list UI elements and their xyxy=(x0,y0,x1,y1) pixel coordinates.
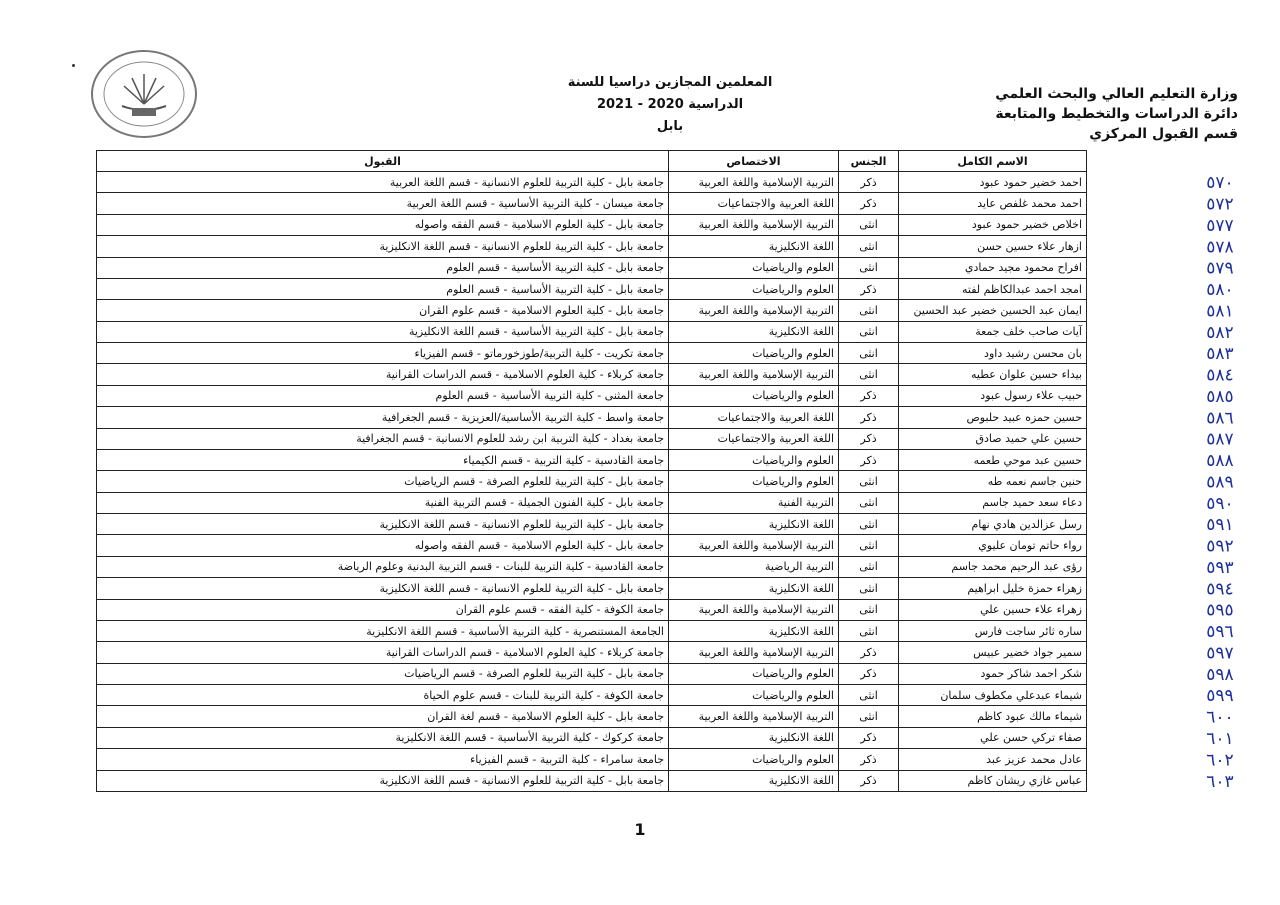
specialty-cell: اللغة الانكليزية xyxy=(669,727,839,748)
table-row xyxy=(97,214,1169,235)
name-cell: شيماء مالك عبود كاظم xyxy=(899,706,1087,727)
gender-cell: ذكر xyxy=(839,385,899,406)
table-row xyxy=(97,278,1169,299)
admission-cell: جامعة القادسية - كلية التربية - قسم الكيمياء xyxy=(97,449,669,470)
name-cell: افراح محمود مجيد حمادي xyxy=(899,257,1087,278)
table-row xyxy=(97,364,1169,385)
admission-cell: جامعة بابل - كلية الفنون الجميلة - قسم التربية الفنية xyxy=(97,492,669,513)
specialty-cell: العلوم والرياضيات xyxy=(669,663,839,684)
specialty-cell: التربية الإسلامية واللغة العربية xyxy=(669,214,839,235)
handwritten-number: ٥٨٣ xyxy=(1206,344,1234,365)
name-cell: بان محسن رشيد داود xyxy=(899,343,1087,364)
gender-cell: انثى xyxy=(839,257,899,278)
specialty-cell: اللغة العربية والاجتماعيات xyxy=(669,407,839,428)
scan-speck xyxy=(72,64,75,67)
gender-cell: ذكر xyxy=(839,770,899,792)
handwritten-number: ٦٠٠ xyxy=(1206,707,1234,728)
gender-cell: ذكر xyxy=(839,727,899,748)
name-cell: ساره ثائر ساجت فارس xyxy=(899,620,1087,641)
specialty-cell: اللغة العربية والاجتماعيات xyxy=(669,193,839,214)
row-number xyxy=(1087,599,1169,620)
handwritten-number: ٥٨٢ xyxy=(1206,322,1234,343)
admission-cell: جامعة بابل - كلية التربية الأساسية - قسم العلوم xyxy=(97,257,669,278)
specialty-cell: العلوم والرياضيات xyxy=(669,385,839,406)
admission-cell: جامعة بابل - كلية العلوم الاسلامية - قسم الفقه واصوله xyxy=(97,535,669,556)
gender-cell: انثى xyxy=(839,556,899,577)
handwritten-number: ٥٩٥ xyxy=(1206,600,1234,621)
number-column-header xyxy=(1087,151,1169,172)
specialty-cell: التربية الإسلامية واللغة العربية xyxy=(669,706,839,727)
name-column-header: الاسم الكامل xyxy=(899,151,1087,172)
admission-cell: جامعة سامراء - كلية التربية - قسم الفيزياء xyxy=(97,749,669,770)
row-number xyxy=(1087,620,1169,641)
name-cell: حبيب علاء رسول عبود xyxy=(899,385,1087,406)
gender-cell: انثى xyxy=(839,364,899,385)
admission-cell: جامعة بابل - كلية العلوم الاسلامية - قسم لغة القران xyxy=(97,706,669,727)
name-cell: صفاء تركي حسن علي xyxy=(899,727,1087,748)
handwritten-number: ٥٩٩ xyxy=(1206,686,1234,707)
table-row xyxy=(97,535,1169,556)
admission-cell: جامعة بابل - كلية التربية للعلوم الانسانية - قسم اللغة الانكليزية xyxy=(97,578,669,599)
table-row xyxy=(97,599,1169,620)
table-row xyxy=(97,321,1169,342)
table-row xyxy=(97,514,1169,535)
name-cell: بيداء حسين علوان عطيه xyxy=(899,364,1087,385)
row-number xyxy=(1087,727,1169,748)
specialty-cell: العلوم والرياضيات xyxy=(669,749,839,770)
name-cell: حسين عبد موحي طعمه xyxy=(899,449,1087,470)
row-number xyxy=(1087,321,1169,342)
admission-cell: جامعة المثنى - كلية التربية الأساسية - قسم العلوم xyxy=(97,385,669,406)
name-cell: امجد احمد عبدالكاظم لفته xyxy=(899,278,1087,299)
specialty-cell: التربية الإسلامية واللغة العربية xyxy=(669,535,839,556)
gender-cell: انثى xyxy=(839,578,899,599)
handwritten-number: ٥٨٩ xyxy=(1206,472,1234,493)
admission-cell: جامعة بابل - كلية التربية للعلوم الانسانية - قسم اللغة الانكليزية xyxy=(97,236,669,257)
admission-cell: جامعة بغداد - كلية التربية ابن رشد للعلوم الانسانية - قسم الجغرافية xyxy=(97,428,669,449)
specialty-cell: اللغة الانكليزية xyxy=(669,236,839,257)
handwritten-number: ٥٩٢ xyxy=(1206,536,1234,557)
row-number xyxy=(1087,193,1169,214)
handwritten-number: ٦٠١ xyxy=(1206,728,1234,749)
handwritten-number: ٥٨٤ xyxy=(1206,365,1234,386)
row-number xyxy=(1087,236,1169,257)
name-cell: احمد خضير حمود عبود xyxy=(899,172,1087,193)
ministry-seal-logo xyxy=(88,48,200,140)
row-number xyxy=(1087,172,1169,193)
ministry-line-2: دائرة الدراسات والتخطيط والمتابعة xyxy=(995,106,1238,122)
specialty-cell: اللغة الانكليزية xyxy=(669,620,839,641)
table-row xyxy=(97,642,1169,663)
title-line-2: الدراسية 2020 - 2021 xyxy=(596,97,744,112)
gender-cell: ذكر xyxy=(839,193,899,214)
gender-cell: انثى xyxy=(839,214,899,235)
gender-cell: انثى xyxy=(839,685,899,706)
table-row xyxy=(97,236,1169,257)
admission-cell: جامعة تكريت - كلية التربية/طوزخورماتو - قسم الفيزياء xyxy=(97,343,669,364)
ministry-line-1: وزارة التعليم العالي والبحث العلمي xyxy=(995,86,1238,102)
handwritten-number: ٥٩٧ xyxy=(1206,643,1234,664)
row-number xyxy=(1087,449,1169,470)
gender-cell: ذكر xyxy=(839,278,899,299)
row-number xyxy=(1087,471,1169,492)
name-cell: زهراء علاء حسين علي xyxy=(899,599,1087,620)
title-line-3: بابل xyxy=(656,119,684,134)
admission-cell: جامعة بابل - كلية العلوم الاسلامية - قسم الفقه واصوله xyxy=(97,214,669,235)
gender-cell: انثى xyxy=(839,492,899,513)
ministry-header xyxy=(978,84,1238,144)
handwritten-number: ٥٩٦ xyxy=(1206,622,1234,643)
gender-cell: انثى xyxy=(839,706,899,727)
handwritten-number: ٥٨١ xyxy=(1206,301,1234,322)
handwritten-number: ٥٩١ xyxy=(1206,515,1234,536)
teachers-table xyxy=(96,150,1169,792)
row-number xyxy=(1087,535,1169,556)
name-cell: حسين حمزه عبيد حلبوص xyxy=(899,407,1087,428)
row-number xyxy=(1087,257,1169,278)
handwritten-number: ٥٧٩ xyxy=(1206,258,1234,279)
row-number xyxy=(1087,364,1169,385)
name-cell: رؤى عبد الرحيم محمد جاسم xyxy=(899,556,1087,577)
name-cell: شيماء عبدعلي مكطوف سلمان xyxy=(899,685,1087,706)
table-row xyxy=(97,385,1169,406)
gender-column-header: الجنس xyxy=(839,151,899,172)
handwritten-number: ٥٧٠ xyxy=(1206,173,1234,194)
specialty-cell: التربية الإسلامية واللغة العربية xyxy=(669,300,839,321)
table-row xyxy=(97,706,1169,727)
handwritten-number: ٥٩٨ xyxy=(1206,664,1234,685)
handwritten-number: ٥٧٧ xyxy=(1206,215,1234,236)
gender-cell: انثى xyxy=(839,514,899,535)
specialty-cell: اللغة العربية والاجتماعيات xyxy=(669,428,839,449)
handwritten-number: ٥٩٤ xyxy=(1206,579,1234,600)
specialty-cell: التربية الفنية xyxy=(669,492,839,513)
name-cell: ازهار علاء حسين حسن xyxy=(899,236,1087,257)
row-number xyxy=(1087,642,1169,663)
row-number xyxy=(1087,385,1169,406)
table-row xyxy=(97,749,1169,770)
row-number xyxy=(1087,663,1169,684)
gender-cell: ذكر xyxy=(839,428,899,449)
page-number: 1 xyxy=(634,820,646,839)
gender-cell: ذكر xyxy=(839,663,899,684)
name-cell: زهراء حمزة خليل ابراهيم xyxy=(899,578,1087,599)
admission-cell: جامعة بابل - كلية التربية للعلوم الصرفة - قسم الرياضيات xyxy=(97,471,669,492)
name-cell: دعاء سعد حميد جاسم xyxy=(899,492,1087,513)
table-row xyxy=(97,578,1169,599)
handwritten-number: ٥٨٥ xyxy=(1206,386,1234,407)
table-row xyxy=(97,257,1169,278)
specialty-column-header: الاختصاص xyxy=(669,151,839,172)
table-row xyxy=(97,449,1169,470)
row-number xyxy=(1087,556,1169,577)
specialty-cell: التربية الإسلامية واللغة العربية xyxy=(669,642,839,663)
handwritten-number: ٦٠٢ xyxy=(1206,750,1234,771)
table-row xyxy=(97,556,1169,577)
name-cell: آيات صاحب خلف جمعة xyxy=(899,321,1087,342)
admission-cell: جامعة بابل - كلية العلوم الاسلامية - قسم علوم القران xyxy=(97,300,669,321)
specialty-cell: التربية الإسلامية واللغة العربية xyxy=(669,599,839,620)
admission-cell: جامعة كربلاء - كلية العلوم الاسلامية - قسم الدراسات القرانية xyxy=(97,364,669,385)
specialty-cell: اللغة الانكليزية xyxy=(669,321,839,342)
document-title xyxy=(560,72,780,138)
admission-cell: جامعة الكوفة - كلية الفقه - قسم علوم القران xyxy=(97,599,669,620)
handwritten-number: ٥٨٨ xyxy=(1206,451,1234,472)
handwritten-number: ٥٨٠ xyxy=(1206,280,1234,301)
specialty-cell: العلوم والرياضيات xyxy=(669,449,839,470)
name-cell: ايمان عبد الحسين خضير عبد الحسين xyxy=(899,300,1087,321)
row-number xyxy=(1087,749,1169,770)
handwritten-number: ٥٩٣ xyxy=(1206,557,1234,578)
gender-cell: انثى xyxy=(839,620,899,641)
table-row xyxy=(97,172,1169,193)
row-number xyxy=(1087,514,1169,535)
row-number xyxy=(1087,492,1169,513)
specialty-cell: العلوم والرياضيات xyxy=(669,278,839,299)
specialty-cell: العلوم والرياضيات xyxy=(669,471,839,492)
handwritten-number: ٥٧٢ xyxy=(1206,194,1234,215)
table-row xyxy=(97,343,1169,364)
table-row xyxy=(97,492,1169,513)
name-cell: شكر احمد شاكر حمود xyxy=(899,663,1087,684)
row-number xyxy=(1087,407,1169,428)
row-number xyxy=(1087,428,1169,449)
admission-cell: جامعة بابل - كلية التربية للعلوم الانسانية - قسم اللغة الانكليزية xyxy=(97,770,669,792)
admission-cell: جامعة كربلاء - كلية العلوم الاسلامية - قسم الدراسات القرانية xyxy=(97,642,669,663)
table-row xyxy=(97,620,1169,641)
row-number xyxy=(1087,343,1169,364)
admission-cell: جامعة بابل - كلية التربية الأساسية - قسم العلوم xyxy=(97,278,669,299)
table-row xyxy=(97,193,1169,214)
name-cell: حسين علي حميد صادق xyxy=(899,428,1087,449)
name-cell: احمد محمد غلفص عايد xyxy=(899,193,1087,214)
table-row xyxy=(97,663,1169,684)
table-row xyxy=(97,770,1169,792)
gender-cell: انثى xyxy=(839,535,899,556)
table-row xyxy=(97,471,1169,492)
table-row xyxy=(97,407,1169,428)
gender-cell: انثى xyxy=(839,300,899,321)
specialty-cell: اللغة الانكليزية xyxy=(669,770,839,792)
admission-cell: جامعة الكوفة - كلية التربية للبنات - قسم علوم الحياة xyxy=(97,685,669,706)
gender-cell: انثى xyxy=(839,236,899,257)
handwritten-number: ٥٨٦ xyxy=(1206,408,1234,429)
gender-cell: انثى xyxy=(839,599,899,620)
name-cell: حنين جاسم نعمه طه xyxy=(899,471,1087,492)
admission-cell: جامعة بابل - كلية التربية للعلوم الانسانية - قسم اللغة العربية xyxy=(97,172,669,193)
table-row xyxy=(97,685,1169,706)
name-cell: رواء حاتم تومان عليوي xyxy=(899,535,1087,556)
gender-cell: انثى xyxy=(839,321,899,342)
gender-cell: ذكر xyxy=(839,449,899,470)
gender-cell: ذكر xyxy=(839,407,899,428)
admission-cell: جامعة بابل - كلية التربية للعلوم الصرفة - قسم الرياضيات xyxy=(97,663,669,684)
admission-cell: الجامعة المستنصرية - كلية التربية الأساسية - قسم اللغة الانكليزية xyxy=(97,620,669,641)
admission-cell: جامعة كركوك - كلية التربية الأساسية - قسم اللغة الانكليزية xyxy=(97,727,669,748)
handwritten-number: ٦٠٣ xyxy=(1206,771,1234,792)
row-number xyxy=(1087,214,1169,235)
row-number xyxy=(1087,578,1169,599)
gender-cell: ذكر xyxy=(839,749,899,770)
admission-cell: جامعة بابل - كلية التربية للعلوم الانسانية - قسم اللغة الانكليزية xyxy=(97,514,669,535)
admission-column-header: القبول xyxy=(97,151,669,172)
ministry-line-3: قسم القبول المركزي xyxy=(1089,126,1238,142)
name-cell: اخلاص خضير حمود عبود xyxy=(899,214,1087,235)
table-header-row xyxy=(97,151,1169,172)
admission-cell: جامعة بابل - كلية التربية الأساسية - قسم اللغة الانكليزية xyxy=(97,321,669,342)
handwritten-number: ٥٩٠ xyxy=(1206,493,1234,514)
table-row xyxy=(97,428,1169,449)
specialty-cell: اللغة الانكليزية xyxy=(669,514,839,535)
name-cell: عباس غازي ريشان كاظم xyxy=(899,770,1087,792)
admission-cell: جامعة ميسان - كلية التربية الأساسية - قسم اللغة العربية xyxy=(97,193,669,214)
row-number xyxy=(1087,278,1169,299)
specialty-cell: اللغة الانكليزية xyxy=(669,578,839,599)
gender-cell: ذكر xyxy=(839,642,899,663)
admission-cell: جامعة القادسية - كلية التربية للبنات - قسم التربية البدنية وعلوم الرياضة xyxy=(97,556,669,577)
specialty-cell: العلوم والرياضيات xyxy=(669,343,839,364)
name-cell: سمير جواد خضير عبيس xyxy=(899,642,1087,663)
specialty-cell: التربية الإسلامية واللغة العربية xyxy=(669,364,839,385)
title-line-1: المعلمين المجازين دراسيا للسنة xyxy=(567,75,773,90)
handwritten-number: ٥٧٨ xyxy=(1206,237,1234,258)
handwritten-number: ٥٨٧ xyxy=(1206,429,1234,450)
table-row xyxy=(97,727,1169,748)
table-row xyxy=(97,300,1169,321)
gender-cell: ذكر xyxy=(839,172,899,193)
row-number xyxy=(1087,685,1169,706)
gender-cell: انثى xyxy=(839,343,899,364)
admission-cell: جامعة واسط - كلية التربية الأساسية/العزيزية - قسم الجغرافية xyxy=(97,407,669,428)
handwritten-numbers xyxy=(1166,160,1274,800)
specialty-cell: التربية الإسلامية واللغة العربية xyxy=(669,172,839,193)
row-number xyxy=(1087,300,1169,321)
name-cell: عادل محمد عزيز عبد xyxy=(899,749,1087,770)
name-cell: رسل عزالدين هادي نهام xyxy=(899,514,1087,535)
specialty-cell: العلوم والرياضيات xyxy=(669,257,839,278)
specialty-cell: التربية الرياضية xyxy=(669,556,839,577)
row-number xyxy=(1087,770,1169,792)
row-number xyxy=(1087,706,1169,727)
specialty-cell: العلوم والرياضيات xyxy=(669,685,839,706)
gender-cell: انثى xyxy=(839,471,899,492)
